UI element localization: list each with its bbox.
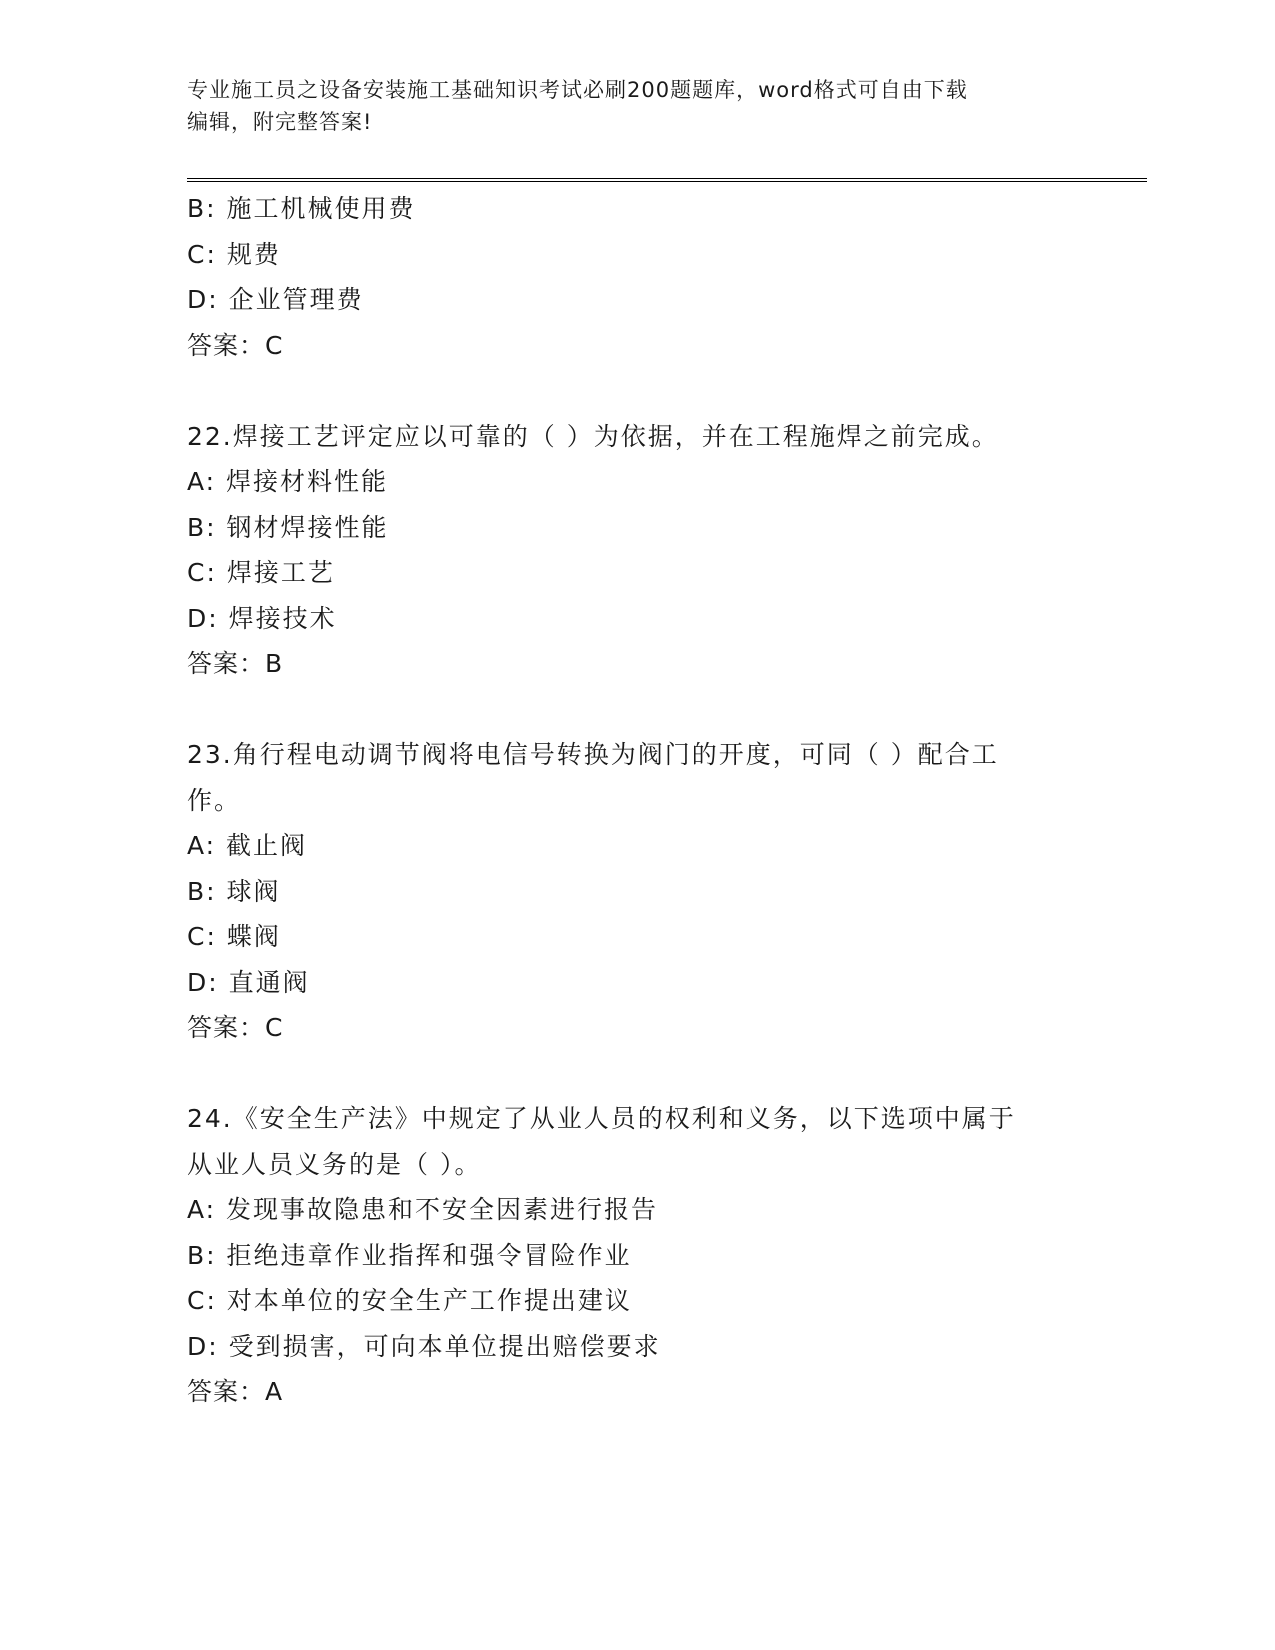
option-c: C: 规费 xyxy=(187,239,281,269)
spacer xyxy=(187,368,1087,414)
question-block-21-continued xyxy=(187,186,1087,368)
question-text: 22.焊接工艺评定应以可靠的（ ）为依据，并在工程施焊之前完成。 xyxy=(187,421,999,451)
question-text-line-2: 从业人员义务的是（ ）。 xyxy=(187,1149,482,1179)
question-text-line-2: 作。 xyxy=(187,785,242,815)
header-title-line-2: 编辑，附完整答案! xyxy=(187,110,373,134)
option-b: B: 钢材焊接性能 xyxy=(187,512,389,542)
option-c: C: 焊接工艺 xyxy=(187,558,335,587)
question-block-23 xyxy=(187,732,1087,1051)
answer-line: 答案：C xyxy=(187,330,284,360)
question-block-24 xyxy=(187,1096,1087,1415)
option-d: D: 直通阀 xyxy=(187,967,310,997)
spacer xyxy=(187,1051,1087,1097)
option-b: B: 拒绝违章作业指挥和强令冒险作业 xyxy=(187,1240,632,1270)
question-text-line-1: 23.角行程电动调节阀将电信号转换为阀门的开度，可同（ ）配合工 xyxy=(187,740,999,769)
option-b: B: 施工机械使用费 xyxy=(187,194,416,223)
option-c: C: 对本单位的安全生产工作提出建议 xyxy=(187,1286,632,1315)
option-a: A: 截止阀 xyxy=(187,831,308,860)
option-c: C: 蝶阀 xyxy=(187,922,281,951)
answer-line: 答案：C xyxy=(187,1013,284,1042)
header-title-line-1: 专业施工员之设备安装施工基础知识考试必刷200题题库，word格式可自由下载 xyxy=(187,78,968,102)
spacer xyxy=(187,687,1087,733)
option-b: B: 球阀 xyxy=(187,876,281,906)
answer-line: 答案：B xyxy=(187,649,284,678)
header-divider-bottom xyxy=(187,181,1147,182)
question-list xyxy=(187,186,1087,1415)
question-text-line-1: 24.《安全生产法》中规定了从业人员的权利和义务，以下选项中属于 xyxy=(187,1104,1016,1133)
header-divider-top xyxy=(187,178,1147,179)
option-d: D: 受到损害，可向本单位提出赔偿要求 xyxy=(187,1331,661,1361)
question-block-22 xyxy=(187,414,1087,687)
option-a: A: 发现事故隐患和不安全因素进行报告 xyxy=(187,1195,659,1224)
option-d: D: 焊接技术 xyxy=(187,603,337,633)
option-d: D: 企业管理费 xyxy=(187,285,364,314)
document-header xyxy=(187,74,1087,138)
option-a: A: 焊接材料性能 xyxy=(187,467,389,496)
answer-line: 答案：A xyxy=(187,1377,284,1406)
